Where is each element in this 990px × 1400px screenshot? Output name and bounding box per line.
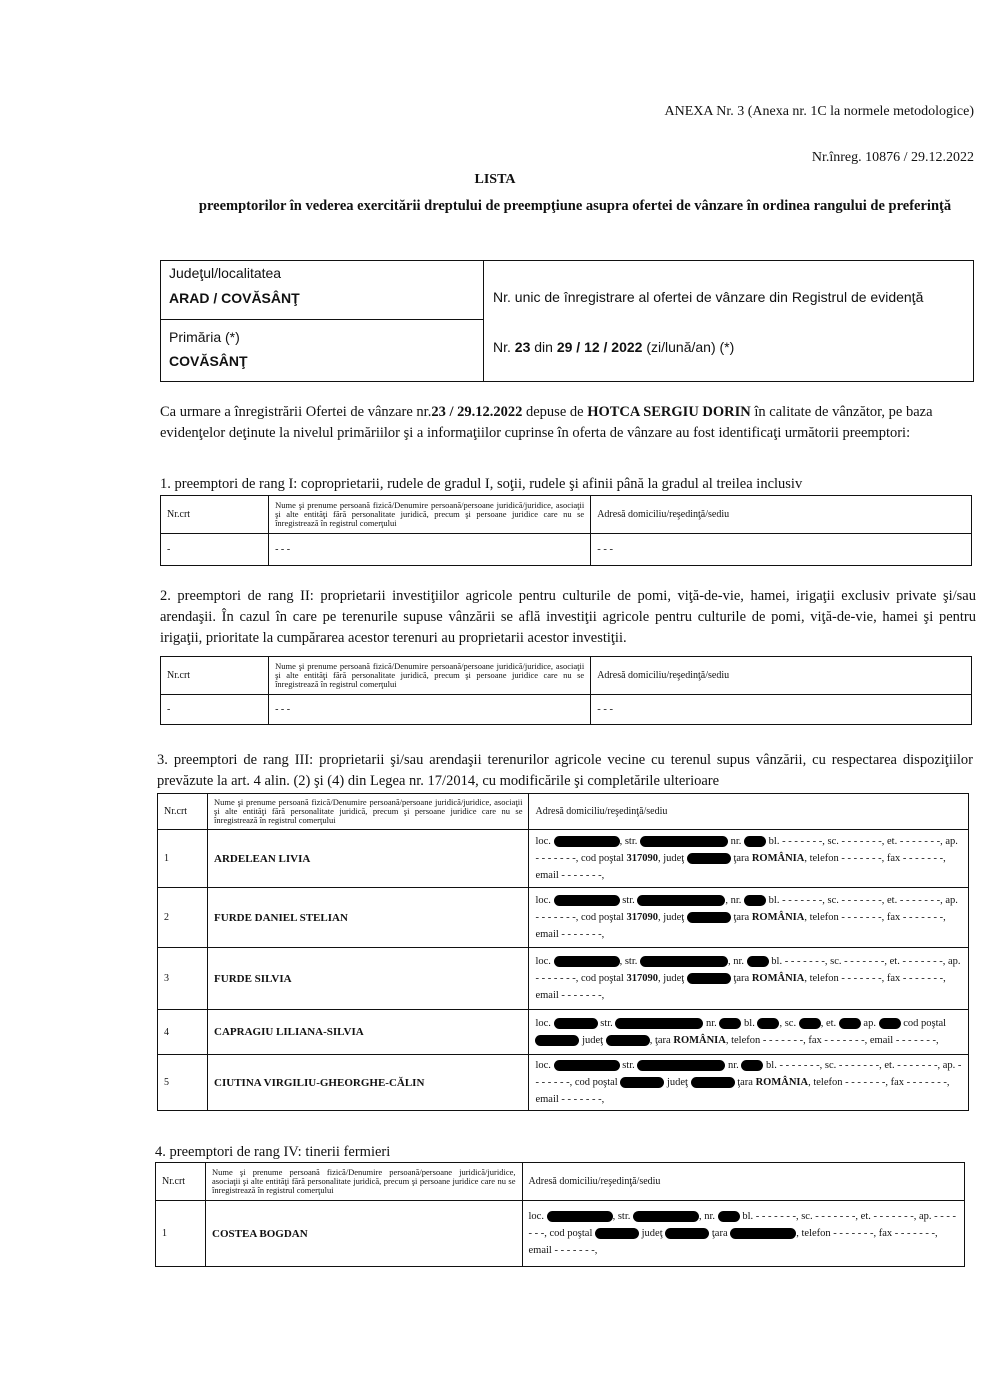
redaction-mark — [691, 1077, 735, 1088]
redaction-mark — [640, 956, 728, 967]
table-header-name: Nume şi prenume persoană fizică/Denumire persoană/persoane juridică/juridice, asociaţii şi alte entităţi fără personalitate juridică, precum şi persoane juridice care nu se înregistrează în registrul comerţului — [206, 1163, 522, 1201]
table-row — [158, 888, 969, 948]
address-bold-text: 317090 — [626, 912, 658, 923]
redaction-mark — [718, 1211, 740, 1222]
section-heading: 4. preemptori de rang IV: tinerii fermieri — [155, 1144, 391, 1160]
seller-name: HOTCA SERGIU DORIN — [587, 404, 751, 420]
address-bold-text: ROMÂNIA — [751, 912, 805, 923]
address-bold-text: 317090 — [626, 853, 658, 864]
document-title: LISTA — [474, 172, 516, 187]
preemptor-name: FURDE DANIEL STELIAN — [208, 888, 529, 948]
row-number: 1 — [156, 1201, 206, 1267]
redaction-mark — [719, 1018, 741, 1029]
document-subtitle: preemptorilor în vederea exercitării dreptului de preempţiune asupra ofertei de vânzare în ordinea rangului de preferinţă — [198, 198, 952, 214]
redaction-mark — [615, 1018, 703, 1029]
table-header-address: Adresă domiciliu/reşedinţă/sediu — [522, 1163, 964, 1201]
redaction-mark — [640, 836, 728, 847]
table-header-name: Nume şi prenume persoană fizică/Denumire persoană/persoane juridică/juridice, asociaţii şi alte entităţi fără personalitate juridică, precum şi persoane juridice care nu se înregistrează în registrul comerţului — [269, 496, 591, 534]
redaction-mark — [730, 1228, 796, 1239]
table-header-nr: Nr.crt — [158, 794, 208, 830]
intro-text: Ca urmare a înregistrării Ofertei de vânzare nr. — [160, 404, 432, 420]
table-header-address: Adresă domiciliu/reşedinţă/sediu — [591, 496, 972, 534]
address-bold-text: ROMÂNIA — [673, 1035, 726, 1046]
redaction-mark — [879, 1018, 901, 1029]
annex-reference: ANEXA Nr. 3 (Anexa nr. 1C la normele metodologice) — [664, 104, 974, 119]
redaction-mark — [554, 1018, 598, 1029]
preemptor-name: CAPRAGIU LILIANA-SILVIA — [208, 1010, 529, 1055]
preemptor-address: - - - — [591, 534, 972, 566]
registration-number: Nr.înreg. 10876 / 29.12.2022 — [811, 150, 974, 165]
preemptor-name: FURDE SILVIA — [208, 948, 529, 1010]
table-row — [161, 695, 972, 725]
preemptor-address: loc. str. nr. bl. , sc. , et. ap. cod poştal judeţ , ţara ROMÂNIA, telefon - - - - - - -, fax - - - - - - -, email - - - - - - -, — [529, 1010, 969, 1055]
redaction-mark — [554, 1060, 620, 1071]
preemptor-name: CIUTINA VIRGILIU-GHEORGHE-CĂLIN — [208, 1055, 529, 1111]
table-header-row — [161, 657, 972, 695]
address-bold-text: ROMÂNIA — [755, 1077, 809, 1088]
intro-paragraph — [160, 402, 975, 444]
redaction-mark — [687, 853, 731, 864]
section-heading: 1. preemptori de rang I: coproprietarii, rudele de gradul I, soţii, rudele şi afinii până la gradul al treilea inclusiv — [160, 476, 803, 492]
preemptor-address: loc. , str. , nr. bl. - - - - - - -, sc. - - - - - - -, et. - - - - - - -, ap. - - - - - - -, cod poştal 317090, judeţ ţara ROMÂNIA, telefon - - - - - - -, fax - - - - - - -, email - - - - - - -, — [529, 948, 969, 1010]
table-header-address: Adresă domiciliu/reşedinţă/sediu — [591, 657, 972, 695]
table-row — [158, 948, 969, 1010]
redaction-mark — [665, 1228, 709, 1239]
preemptor-address: loc. , str. , nr. bl. - - - - - - -, sc. - - - - - - -, et. - - - - - - -, ap. - - - - - - -, cod poştal judeţ ţara , telefon - - - - - - -, fax - - - - - - -, email - - - - - - -, — [522, 1201, 964, 1267]
address-bold-text: 317090 — [626, 973, 658, 984]
preemptor-address: loc. str. , nr. bl. - - - - - - -, sc. - - - - - - -, et. - - - - - - -, ap. - - - - - - -, cod poştal 317090, judeţ ţara ROMÂNIA, telefon - - - - - - -, fax - - - - - - -, email - - - - - - -, — [529, 888, 969, 948]
offer-label: Nr. unic de înregistrare al ofertei de vânzare din Registrul de evidenţă — [493, 289, 924, 305]
section-heading: 2. preemptori de rang II: proprietarii investiţiilor agricole pentru culturile de pomi, viţă-de-vie, hamei, irigaţii exclusiv private şi/sau arendaşii. În cazul în care pe terenurile supuse vânzării se află investiţii agricole pentru culturile de pomi, viţă-de-vie, hamei şi pentru irigaţii, prioritate la cumpărarea acestor terenuri au proprietarii acestor investiţii. — [160, 588, 976, 646]
preemptor-name: COSTEA BOGDAN — [206, 1201, 522, 1267]
address-bold-text: ROMÂNIA — [751, 973, 805, 984]
row-number: 3 — [158, 948, 208, 1010]
preemptor-table — [160, 495, 972, 566]
row-number: 4 — [158, 1010, 208, 1055]
county-label: Judeţul/localitatea — [169, 265, 282, 281]
redaction-mark — [757, 1018, 779, 1029]
row-number: - — [161, 695, 269, 725]
offer-reference: 23 / 29.12.2022 — [431, 404, 523, 420]
table-header-name: Nume şi prenume persoană fizică/Denumire persoană/persoane juridică/juridice, asociaţii şi alte entităţi fără personalitate juridică, precum şi persoane juridice care nu se înregistrează în registrul comerţului — [208, 794, 529, 830]
redaction-mark — [839, 1018, 861, 1029]
townhall-value: COVĂSÂNŢ — [169, 353, 248, 369]
redaction-mark — [744, 895, 766, 906]
table-header-nr: Nr.crt — [161, 496, 269, 534]
preemptor-name: - - - — [269, 534, 591, 566]
redaction-mark — [554, 836, 620, 847]
preemptor-address: loc. , str. nr. bl. - - - - - - -, sc. - - - - - - -, et. - - - - - - -, ap. - - - - - - -, cod poştal 317090, judeţ ţara ROMÂNIA, telefon - - - - - - -, fax - - - - - - -, email - - - - - - -, — [529, 830, 969, 888]
intro-text: în calitate de vânzător, pe baza evidenţelor deţinute la nivelul primăriilor şi a informaţiilor cuprinse în oferta de vânzare au fost identificaţi următorii preemptori: — [160, 404, 933, 441]
section-heading: 3. preemptori de rang III: proprietarii şi/sau arendaşii terenurilor agricole vecine cu terenul supus vânzării, cu respectarea dispoziţiilor prevăzute la art. 4 alin. (2) şi (4) din Legea nr. 17/2014, cu modificările şi completările ulterioare — [157, 752, 973, 789]
offer-suffix: (zi/lună/an) (*) — [642, 339, 735, 355]
table-header-row — [161, 496, 972, 534]
redaction-mark — [741, 1060, 763, 1071]
preemptor-table — [155, 1162, 965, 1267]
redaction-mark — [687, 973, 731, 984]
table-header-name: Nume şi prenume persoană fizică/Denumire persoană/persoane juridică/juridice, asociaţii şi alte entităţi fără personalitate juridică, precum şi persoane juridice care nu se înregistrează în registrul comerţului — [269, 657, 591, 695]
redaction-mark — [606, 1035, 650, 1046]
preemptor-address: - - - — [591, 695, 972, 725]
redaction-mark — [595, 1228, 639, 1239]
redaction-mark — [554, 895, 620, 906]
redaction-mark — [554, 956, 620, 967]
table-header-row — [156, 1163, 965, 1201]
intro-text: depuse de — [522, 404, 588, 420]
redaction-mark — [799, 1018, 821, 1029]
offer-prefix: Nr. — [493, 339, 515, 355]
row-number: 5 — [158, 1055, 208, 1111]
row-number: 2 — [158, 888, 208, 948]
redaction-mark — [547, 1211, 613, 1222]
table-row — [158, 1010, 969, 1055]
townhall-label: Primăria (*) — [169, 329, 240, 345]
preemptor-table — [157, 793, 969, 1111]
redaction-mark — [620, 1077, 664, 1088]
preemptor-table — [160, 656, 972, 725]
redaction-mark — [535, 1035, 579, 1046]
offer-number-line — [493, 339, 734, 355]
table-row — [156, 1201, 965, 1267]
table-row — [158, 830, 969, 888]
county-cell — [161, 261, 483, 320]
offer-number: 23 — [514, 339, 531, 355]
row-number: 1 — [158, 830, 208, 888]
county-value: ARAD / COVĂSÂNŢ — [169, 290, 300, 306]
offer-date: 29 / 12 / 2022 — [556, 339, 643, 355]
redaction-mark — [633, 1211, 699, 1222]
table-row — [158, 1055, 969, 1111]
table-header-nr: Nr.crt — [161, 657, 269, 695]
preemptor-name: - - - — [269, 695, 591, 725]
info-box-left — [161, 261, 484, 381]
redaction-mark — [637, 1060, 725, 1071]
redaction-mark — [744, 836, 766, 847]
redaction-mark — [747, 956, 769, 967]
table-header-nr: Nr.crt — [156, 1163, 206, 1201]
preemptor-name: ARDELEAN LIVIA — [208, 830, 529, 888]
table-row — [161, 534, 972, 566]
redaction-mark — [687, 912, 731, 923]
table-header-address: Adresă domiciliu/reşedinţă/sediu — [529, 794, 969, 830]
info-box — [160, 260, 974, 382]
address-bold-text: ROMÂNIA — [751, 853, 805, 864]
table-header-row — [158, 794, 969, 830]
row-number: - — [161, 534, 269, 566]
redaction-mark — [637, 895, 725, 906]
preemptor-address: loc. str. nr. bl. - - - - - - -, sc. - - - - - - -, et. - - - - - - -, ap. - - - - - - -, cod poştal judeţ ţara ROMÂNIA, telefon - - - - - - -, fax - - - - - - -, email - - - - - - -, — [529, 1055, 969, 1111]
offer-mid: din — [530, 339, 557, 355]
